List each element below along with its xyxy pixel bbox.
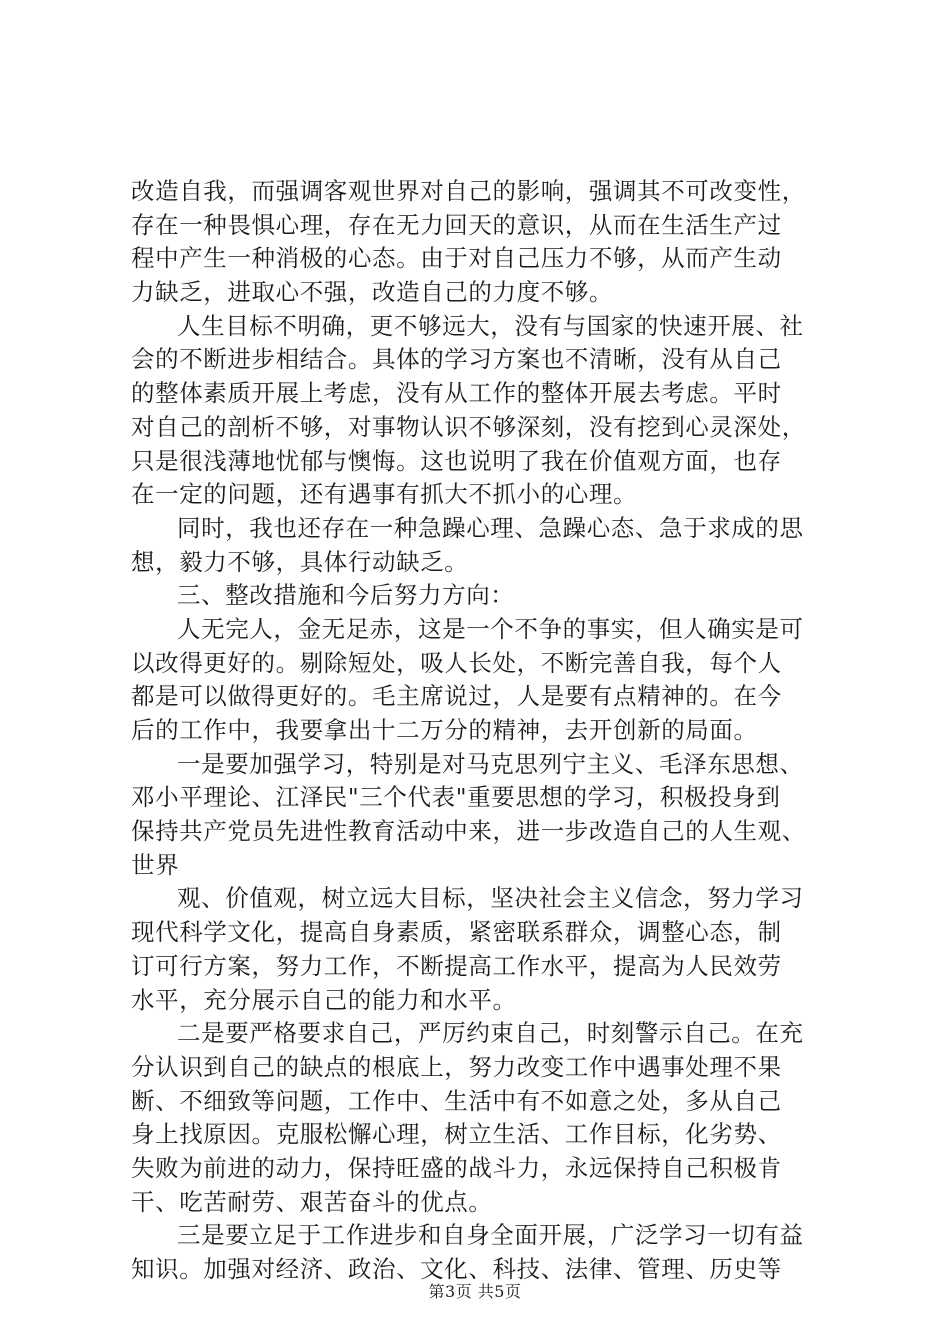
- text-line: 失败为前进的动力，保持旺盛的战斗力，永远保持自己积极肯: [131, 1153, 782, 1182]
- text-line: 三、整改措施和今后努力方向：: [177, 581, 515, 610]
- text-line: 以改得更好的。剔除短处，吸人长处，不断完善自我，每个人: [131, 648, 782, 677]
- text-line: 对自己的剖析不够，对事物认识不够深刻，没有挖到心灵深处，: [131, 412, 806, 441]
- text-line: 一是要加强学习，特别是对马克思列宁主义、毛泽东思想、: [177, 749, 804, 778]
- text-line: 观、价值观，树立远大目标，坚决社会主义信念，努力学习: [177, 884, 804, 913]
- text-line: 现代科学文化，提高自身素质，紧密联系群众，调整心态，制: [131, 918, 782, 947]
- text-line: 分认识到自己的缺点的根底上，努力改变工作中遇事处理不果: [131, 1052, 782, 1081]
- document-body: [131, 175, 831, 1287]
- text-line: 水平，充分展示自己的能力和水平。: [131, 985, 517, 1014]
- text-line: 想，毅力不够，具体行动缺乏。: [131, 547, 469, 576]
- text-line: 在一定的问题，还有遇事有抓大不抓小的心理。: [131, 480, 638, 509]
- text-line: 改造自我，而强调客观世界对自己的影响，强调其不可改变性，: [131, 177, 806, 205]
- text-line: 三是要立足于工作进步和自身全面开展，广泛学习一切有益: [177, 1221, 804, 1250]
- text-line: 人生目标不明确，更不够远大，没有与国家的快速开展、社: [177, 311, 804, 340]
- text-line: 力缺乏，进取心不强，改造自己的力度不够。: [131, 278, 613, 307]
- page-footer: 第3页 共5页: [428, 1282, 522, 1301]
- text-line: 干、吃苦耐劳、艰苦奋斗的优点。: [131, 1187, 493, 1216]
- text-line: 只是很浅薄地忧郁与懊悔。这也说明了我在价值观方面，也存: [131, 446, 782, 475]
- text-line: 保持共产党员先进性教育活动中来，进一步改造自己的人生观、: [131, 817, 806, 846]
- text-line: 二是要严格要求自己，严厉约束自己，时刻警示自己。在充: [177, 1019, 804, 1048]
- text-line: 程中产生一种消极的心态。由于对自己压力不够，从而产生动: [131, 244, 782, 273]
- text-line: 都是可以做得更好的。毛主席说过，人是要有点精神的。在今: [131, 682, 782, 711]
- text-line: 邓小平理论、江泽民"三个代表"重要思想的学习，积极投身到: [131, 783, 781, 812]
- text-line: 存在一种畏惧心理，存在无力回天的意识，从而在生活生产过: [131, 210, 782, 239]
- text-line: 后的工作中，我要拿出十二万分的精神，去开创新的局面。: [131, 716, 758, 744]
- text-line: 身上找原因。克服松懈心理，树立生活、工作目标，化劣势、: [131, 1120, 782, 1149]
- text-line: 知识。加强对经济、政治、文化、科技、法律、管理、历史等: [131, 1255, 782, 1283]
- text-line: 世界: [131, 850, 180, 879]
- text-line: 断、不细致等问题，工作中、生活中有不如意之处，多从自己: [131, 1086, 782, 1115]
- text-line: 的整体素质开展上考虑，没有从工作的整体开展去考虑。平时: [131, 379, 782, 408]
- text-line: 人无完人，金无足赤，这是一个不争的事实，但人确实是可: [177, 614, 804, 643]
- text-line: 同时，我也还存在一种急躁心理、急躁心态、急于求成的思: [177, 513, 804, 542]
- text-line: 会的不断进步相结合。具体的学习方案也不清晰，没有从自己: [131, 345, 782, 374]
- text-line: 订可行方案，努力工作，不断提高工作水平，提高为人民效劳: [131, 951, 782, 980]
